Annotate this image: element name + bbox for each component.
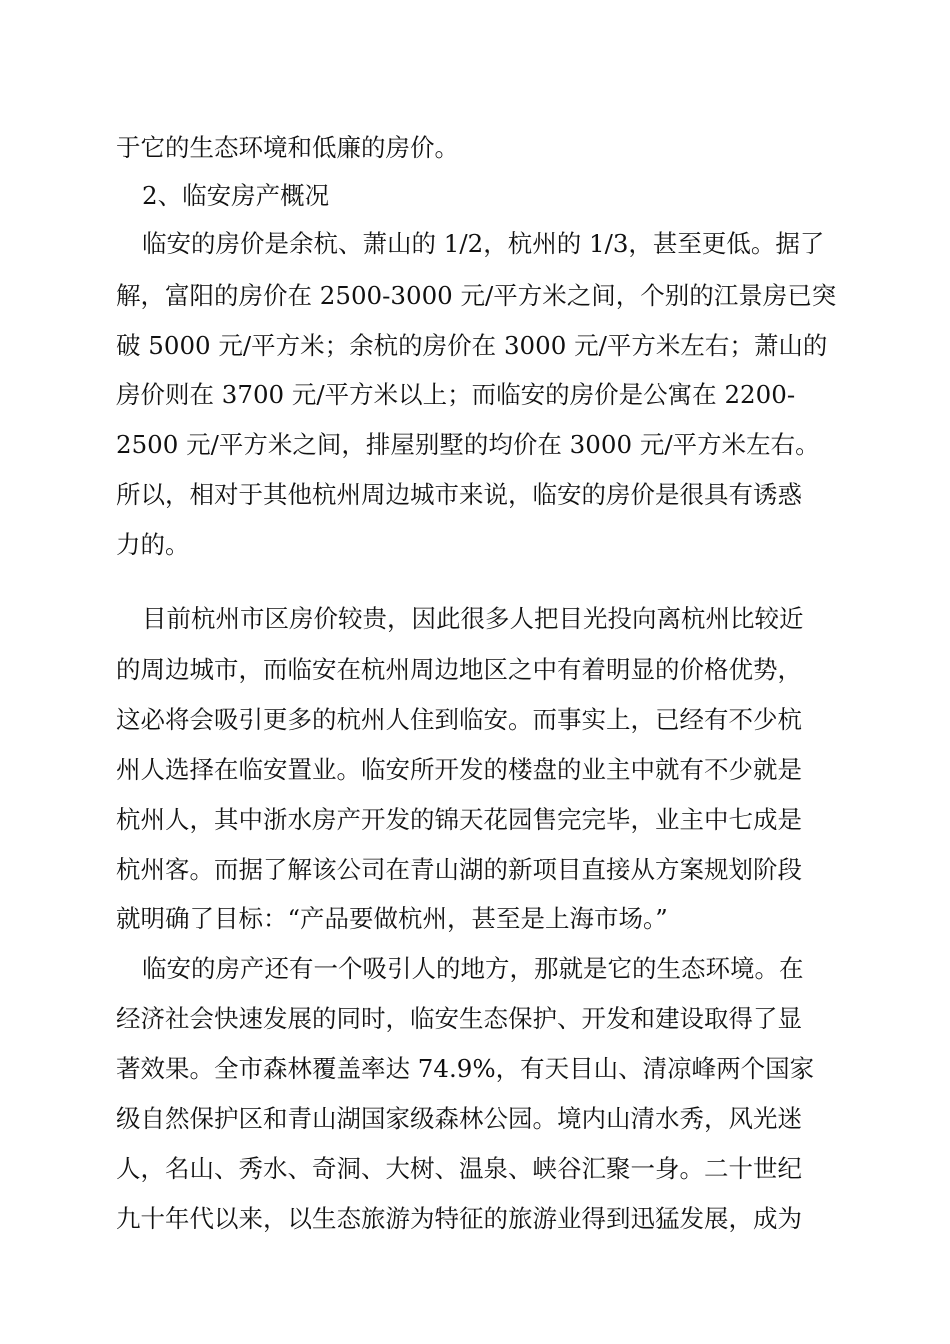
text-line: 州人选择在临安置业。临安所开发的楼盘的业主中就有不少就是 (116, 755, 802, 784)
text-line: 杭州客。而据了解该公司在青山湖的新项目直接从方案规划阶段 (116, 855, 802, 884)
text-line: 2500 元/平方米之间，排屋别墅的均价在 3000 元/平方米左右。 (116, 430, 820, 459)
text-line: 破 5000 元/平方米；余杭的房价在 3000 元/平方米左右；萧山的 (116, 331, 828, 360)
text-line: 临安的房价是余杭、萧山的 1/2，杭州的 1/3，甚至更低。据了 (142, 229, 825, 258)
text-line: 的周边城市，而临安在杭州周边地区之中有着明显的价格优势， (116, 655, 802, 684)
text-line: 经济社会快速发展的同时，临安生态保护、开发和建设取得了显 (116, 1004, 802, 1033)
text-line: 人，名山、秀水、奇洞、大树、温泉、峡谷汇聚一身。二十世纪 (116, 1154, 802, 1183)
text-line: 著效果。全市森林覆盖率达 74.9%，有天目山、清凉峰两个国家 (116, 1054, 815, 1083)
text-line: 房价则在 3700 元/平方米以上；而临安的房价是公寓在 2200- (116, 380, 796, 409)
text-line: 级自然保护区和青山湖国家级森林公园。境内山清水秀，风光迷 (116, 1104, 802, 1133)
text-line: 临安的房产还有一个吸引人的地方，那就是它的生态环境。在 (142, 954, 804, 983)
text-line: 于它的生态环境和低廉的房价。 (116, 133, 459, 162)
text-line: 目前杭州市区房价较贵，因此很多人把目光投向离杭州比较近 (142, 604, 804, 633)
section-heading: 2、临安房产概况 (142, 181, 330, 210)
text-line: 所以，相对于其他杭州周边城市来说，临安的房价是很具有诱惑 (116, 480, 802, 509)
text-line: 这必将会吸引更多的杭州人住到临安。而事实上，已经有不少杭 (116, 705, 802, 734)
text-line: 九十年代以来，以生态旅游为特征的旅游业得到迅猛发展，成为 (116, 1204, 802, 1233)
text-line: 就明确了目标：“产品要做杭州，甚至是上海市场。” (116, 904, 668, 933)
text-line: 杭州人，其中浙水房产开发的锦天花园售完完毕，业主中七成是 (116, 805, 802, 834)
text-line: 解，富阳的房价在 2500-3000 元/平方米之间，个别的江景房已突 (116, 281, 837, 310)
text-line: 力的。 (116, 530, 190, 559)
